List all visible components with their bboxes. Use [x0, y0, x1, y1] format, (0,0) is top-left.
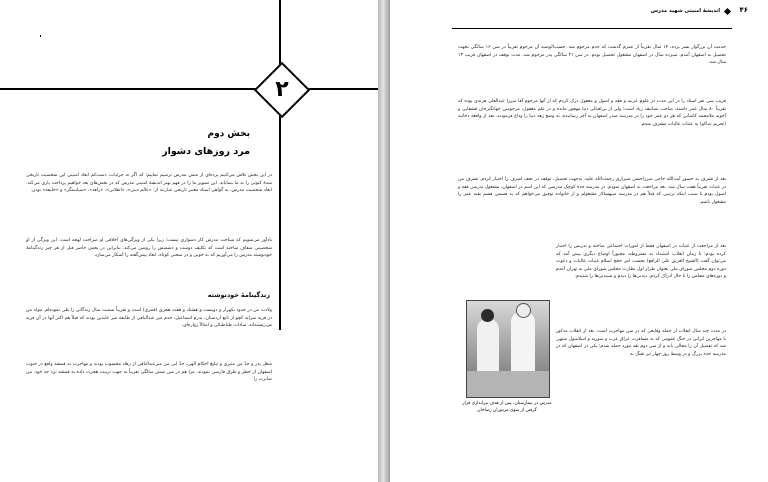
- paragraph: بعد از تشرف به حضور آیت‌الله حاجی میرزاحسن شیرازی رحمت‌الله علیه، به‌جهت تحصیل، توقف در نجف اشرف را اختیار کردم. تشرف من در عتبات تقریباً هفت سال شد. بعد مراجعت به اصفهان نمودم. در مدرسه جده کوچک مدرسی که این اسم در اصفهان، مشغول تدریس فقه و اصول بودم تا سبب اینکه ترتیبی که قبلاً هم در مدرسه سپهسالار مشغولم و از خانواده توفیق می‌خواهم که به قسمی قسم بقیه عمر را مشغول باشم.: [458, 177, 726, 205]
- page-number: ۴۶: [739, 6, 748, 14]
- photo-bed: [467, 371, 549, 397]
- left-page: [0, 0, 378, 482]
- paragraph: ولادت من در حدود یکهزار و دویست و هشتاد و هفت هجری (قمری) است و تقریباً شصت سال زندگانی را طی نموده‌ام. مولد من در قریه سرابه کچو از تابع اردستان، پدرم اسماعیل، جدم میر عبدالباقی از طایفه میر عابدین بودند که قبلاً هم اکثر آنها در آن قریه می‌زیسته‌اند. سادات طباطبائی و امثالاً زواره‌ای.: [26, 308, 272, 329]
- paragraph: شغل پدر و جدّ من منبری و تبلیغ احکام الهی، جدّ ابی من میرعبدالباقی از زهاد محسوب بودند و مهاجرت به قمشه واقع در جنوب اصفهان از خطر و طرق فارسی نمودند. مرا هم در سن شش سالگی تقریباً به جهت تربیت هجرت داده به قمشه نزد جد خود. من صابرت را: [26, 362, 272, 383]
- paragraph: در این بخش تلاش می‌کنیم پرده‌ای از منش مدرس ترسیم نماییم؛ که اگر نه جزئیات، دست‌کم ابعاد امنیتی این شخصیت تاریخی سدۀ کنونی را به ما بنمایاند. این تصویر ما را در فهم بهتر اندیشۀ امنیتی مدرس که در بخش‌های بعد خواهیم پرداخت یاری می‌کند. ابعاد شخصیت مدرس، به گواهی اسناد معتبر تاریخی عبارتند از: «عالم دینی»، «انقلابی»، «زاهد»، «سیاستگر» و «خلیفه» بودن.: [26, 173, 272, 194]
- photo-figure: [477, 319, 499, 379]
- paragraph: در مدت چند سال انقلاب از جمله وقایعی که در سن مهاجرت است. بعد از انقلاب مذکور با مهاجرین ایرانی در جنگ عمومی که به مسافرت عراق عرب و سوریه و اسلامبول منتهی شد که تفصیل آن را مجالی باید و از سن دوم تقه مورد حمله شدم؛ یکی در اصفهان که در مدرسه جده بزرگ و در وسط روز چهار تیر تفنگ به: [556, 329, 726, 357]
- paragraph: بعد از مراجعت از عتبات در اصفهان فقط از امورات اجتماعی مباحثه و تدریس را اختیار کرده بودم؛ تا زمان انقلاب استبداد به مشروطه، مجبوراً اوضاع دیگری پیش آمد که می‌توان گفت (الشیخ الغریق علی الرافع) بحسب امر حجج اسلام عتبات عالیات و دعوت دوره دوم مجلس شورای ملی بعنوان طراز اول نظارت مجلس شورای ملی به تهران آمدم و دوره‌های مجلس را تا حال ادراک کردم. دیدنی‌ها را دیدم و شنیدنی‌ها را شنیدم.: [556, 244, 726, 280]
- subheading: زندگینامۀ خودنوشته: [207, 291, 270, 299]
- photo-figure-head: [481, 309, 494, 322]
- section-title: مرد روزهای دشوار: [162, 146, 250, 157]
- running-title: اندیشۀ امنیتی شهید مدرس: [650, 8, 720, 14]
- photo-caption: مدرس در بیمارستان، پس از هدف تیراندازی قرار گرفتن از سوی مزدوران رضاخان: [462, 401, 552, 413]
- chapter-rule-vertical: [279, 0, 281, 330]
- chapter-rule-horizontal: [0, 88, 378, 90]
- paragraph: قریب سی نفر استاد را در این مدت در علوم عربیه و فقه و اصول و معقول درک کردم که از آنها مرحوم آقا میرزا عبدالعلی هرندی بوده که تقریباً ۸۰ سال عمر داشته، صاحب تصانیف زیاد است؛ ولی از بی‌اقبالی دنیا مهجور مانده و در علم معقول، مرحومین جهانگیرخان قشقایی و آخوند ملامحمد کاشانی که هر دو عمر خود را در مدرسه صدر اصفهان به آخر رسانیده، به وضع زهد دنیا را وداع فرمودند. بعد از واقعه دخانیه (تحریم تنباکو) به عتبات عالیات مشرف شدم.: [458, 99, 726, 127]
- paragraph: یادآور می‌شویم که شناخت مدرس کار دشواری نیست؛ زیرا یکی از ویژگی‌های اخلاقی او صراحت لهجه است. این ویژگی از او شخصیتی شفاف ساخته است که تکلیف دوست و دشمنش را روشن می‌کند. بنابراین در بخش حاضر قبل از هر چیز زندگینامۀ خودنوشته مدرس را می‌آوریم که به خوبی و در سخنی کوتاه، ابعاد پیش‌گفته را آشکار می‌سازد.: [26, 238, 272, 259]
- part-label: بخش دوم: [207, 129, 250, 139]
- hospital-photo: [466, 300, 550, 398]
- photo-figure-head: [516, 303, 531, 318]
- rule-stub: [40, 35, 41, 37]
- paragraph: خدمت آن بزرگوار بسر برده، ۱۴ سال تقریباً از عمرم گذشت که جدم مرحوم شد. حسب‌الوصیه آن مرحوم تقریباً در سن ۱۶ سالگی بجهت تحصیل به اصفهان آمدم. سیزده سال در اصفهان مشغول تحصیل بودم. در سن ۲۱ سالگی پدر مرحوم شد. مدت توقف در اصفهان قریب ۱۳ سال شد.: [458, 45, 727, 66]
- book-spine: [378, 0, 390, 482]
- header-rule: [452, 28, 732, 29]
- right-page: [390, 0, 768, 482]
- header-diamond-icon: [724, 8, 731, 15]
- chapter-number: ۲: [275, 77, 289, 102]
